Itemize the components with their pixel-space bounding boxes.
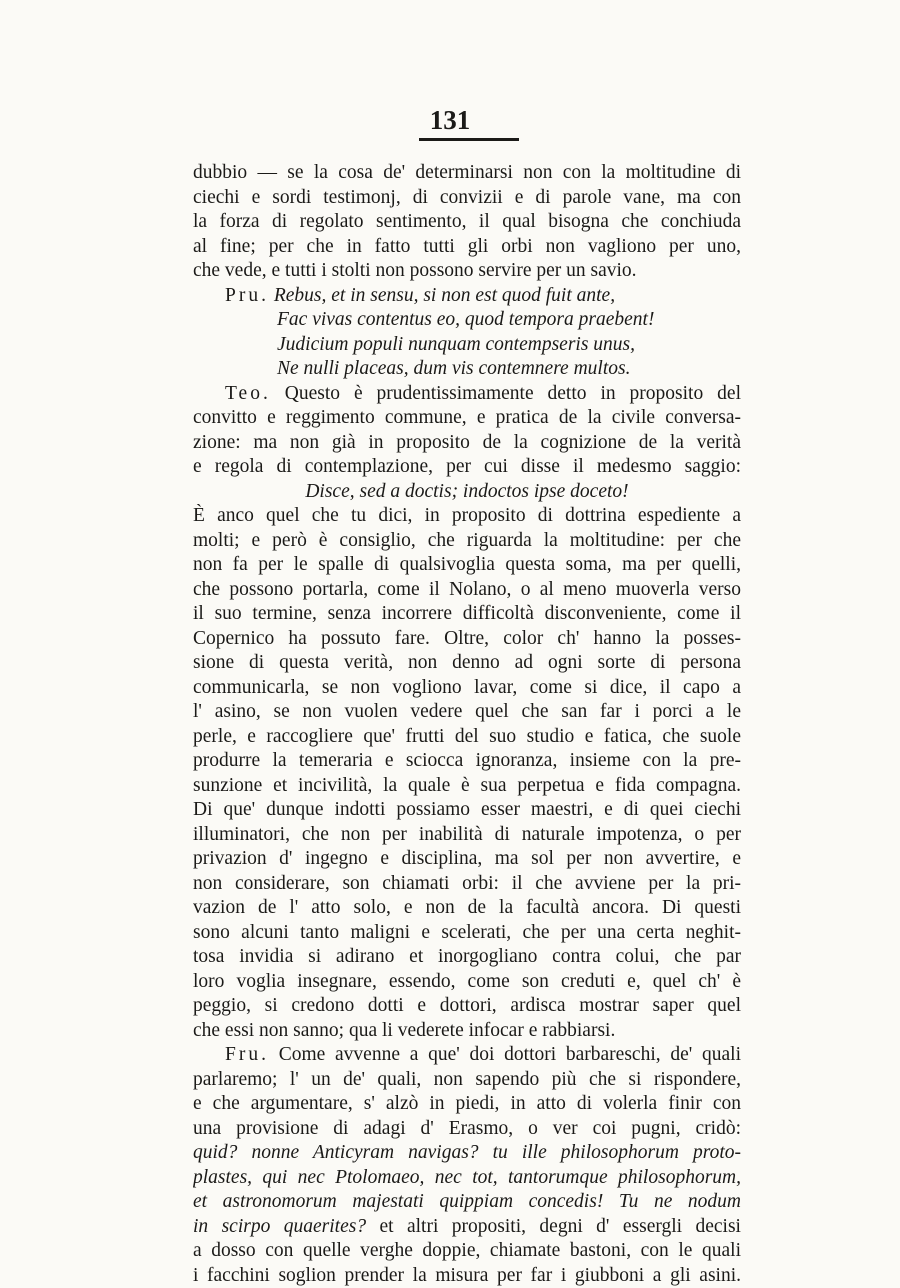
text-line: vazion de l' atto solo, e non de la facultà ancora. Di questi: [193, 896, 741, 921]
latin-text-line: quid? nonne Anticyram navigas? tu ille philosophorum proto-: [193, 1141, 741, 1166]
text-line: sione di questa verità, non denno ad ogni sorte di persona: [193, 651, 741, 676]
text-line: Di que' dunque indotti possiamo esser maestri, e di quei ciechi: [193, 798, 741, 823]
text-line: i facchini soglion prender la misura per far i giubboni a gli asini.: [193, 1264, 741, 1288]
text-line: Copernico ha possuto fare. Oltre, color ch' hanno la posses-: [193, 627, 741, 652]
speaker-label: Pru.: [225, 285, 269, 306]
latin-quote: Disce, sed a doctis; indoctos ipse doceto!: [193, 480, 741, 505]
verse-line: Ne nulli placeas, dum vis contemnere multos.: [193, 357, 741, 382]
page-number: 131: [0, 104, 900, 136]
text-line: loro voglia insegnare, essendo, come son creduti e, quel ch' è: [193, 970, 741, 995]
text-line: Fru. Come avvenne a que' doi dottori barbareschi, de' quali: [193, 1043, 741, 1068]
text-line: una provisione di adagi d' Erasmo, o ver coi pugni, cridò:: [193, 1117, 741, 1142]
body-text: [193, 161, 741, 1288]
text-line: zione: ma non già in proposito de la cognizione de la verità: [193, 431, 741, 456]
text-line: ciechi e sordi testimonj, di convizii e di parole vane, ma con: [193, 186, 741, 211]
speaker-label: Fru.: [225, 1044, 269, 1065]
text-line: illuminatori, che non per inabilità di naturale impotenza, o per: [193, 823, 741, 848]
text-line: e regola di contemplazione, per cui disse il medesmo saggio:: [193, 455, 741, 480]
text-line: tosa invidia si adirano et inorgogliano contra colui, che par: [193, 945, 741, 970]
text-line: privazion d' ingegno e disciplina, ma sol per non avvertire, e: [193, 847, 741, 872]
latin-text-line: plastes, qui nec Ptolomaeo, nec tot, tantorumque philosophorum,: [193, 1166, 741, 1191]
text-line: al fine; per che in fatto tutti gli orbi non vagliono per uno,: [193, 235, 741, 260]
text-line: molti; e però è consiglio, che riguarda la moltitudine: per che: [193, 529, 741, 554]
text-line: che vede, e tutti i stolti non possono servire per un savio.: [193, 259, 741, 284]
text-line: sono alcuni tanto maligni e scelerati, che per una certa neghit-: [193, 921, 741, 946]
text-line: peggio, si credono dotti e dottori, ardisca mostrar saper quel: [193, 994, 741, 1019]
latin-text-line: et astronomorum majestati quippiam concedis! Tu ne nodum: [193, 1190, 741, 1215]
text-line: dubbio — se la cosa de' determinarsi non con la moltitudine di: [193, 161, 741, 186]
text-line: communicarla, se non vogliono lavar, come si dice, il capo a: [193, 676, 741, 701]
text-line: perle, e raccogliere que' frutti del suo studio e fatica, che suole: [193, 725, 741, 750]
text-line: a dosso con quelle verghe doppie, chiamate bastoni, con le quali: [193, 1239, 741, 1264]
text-line: la forza di regolato sentimento, il qual bisogna che conchiuda: [193, 210, 741, 235]
verse-line: Fac vivas contentus eo, quod tempora praebent!: [193, 308, 741, 333]
text-line: non considerare, son chiamati orbi: il che avviene per la pri-: [193, 872, 741, 897]
text-line: parlaremo; l' un de' quali, non sapendo più che si rispondere,: [193, 1068, 741, 1093]
speaker-label: Teo.: [225, 383, 271, 404]
text-line: non fa per le spalle di qualsivoglia questa soma, ma per quelli,: [193, 553, 741, 578]
verse-line: Judicium populi nunquam contempseris unus,: [193, 333, 741, 358]
text-line: che possono portarla, come il Nolano, o al meno muoverla verso: [193, 578, 741, 603]
text-line: in scirpo quaerites? et altri propositi, degni d' essergli decisi: [193, 1215, 741, 1240]
text-line: che essi non sanno; qua li vederete infocar e rabbiarsi.: [193, 1019, 741, 1044]
text-line: produrre la temeraria e sciocca ignoranza, insieme con la pre-: [193, 749, 741, 774]
latin-verse: Rebus, et in sensu, si non est quod fuit ante,: [274, 285, 615, 306]
text-line: sunzione et incivilità, la quale è sua perpetua e fida compagna.: [193, 774, 741, 799]
text-line: l' asino, se non vuolen vedere quel che san far i porci a le: [193, 700, 741, 725]
text-line: il suo termine, senza incorrere difficoltà disconveniente, come il: [193, 602, 741, 627]
verse-line: [193, 284, 741, 309]
text-line: Teo. Questo è prudentissimamente detto in proposito del: [193, 382, 741, 407]
text-line: È anco quel che tu dici, in proposito di dottrina espediente a: [193, 504, 741, 529]
text-line: convitto e reggimento commune, e pratica de la civile conversa-: [193, 406, 741, 431]
header-rule: [419, 138, 519, 141]
latin-phrase: in scirpo quaerites?: [193, 1216, 366, 1237]
text-line: e che argumentare, s' alzò in piedi, in atto di volerla finir con: [193, 1092, 741, 1117]
